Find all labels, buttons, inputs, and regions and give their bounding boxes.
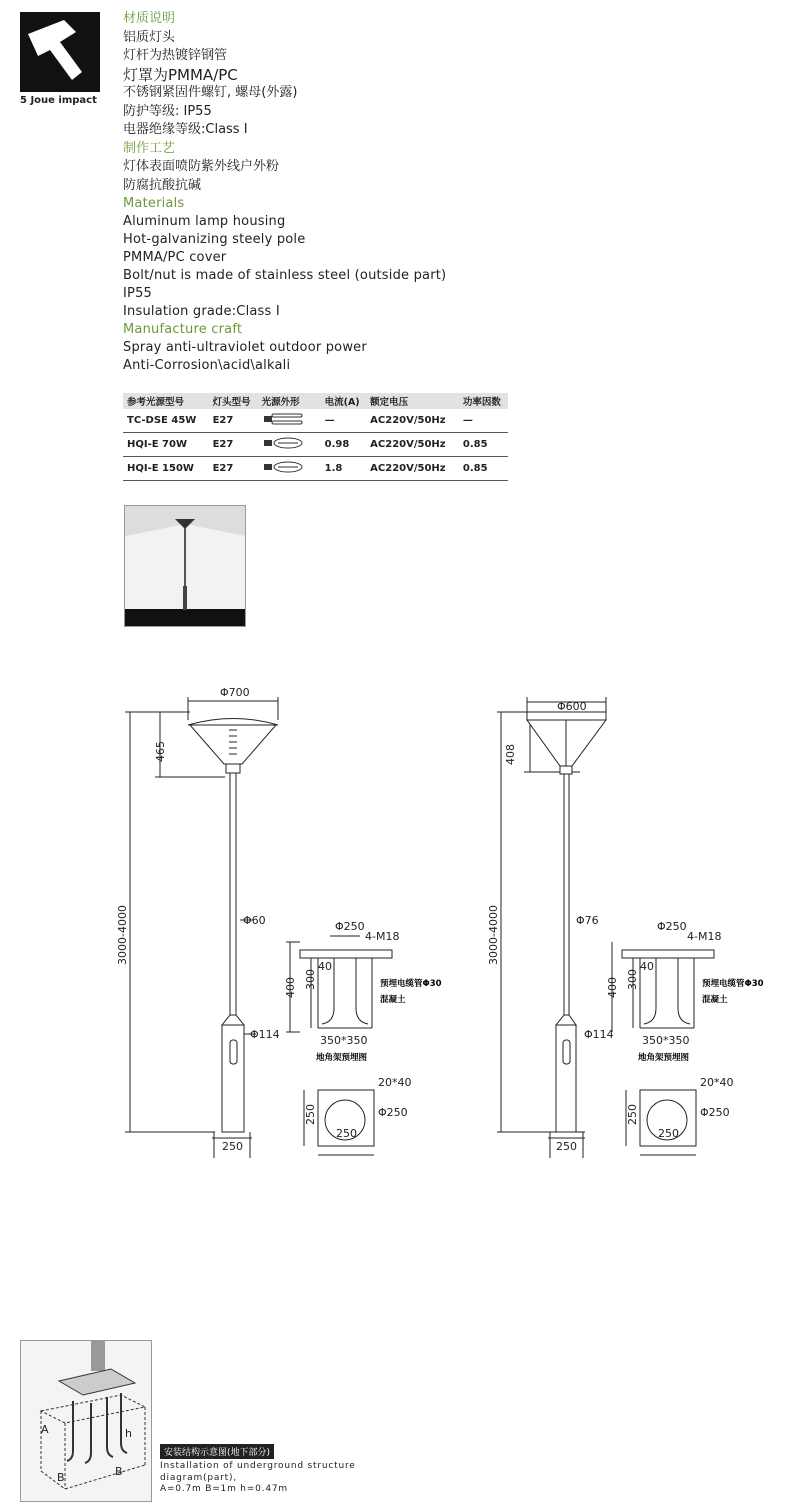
en-material-line: Aluminum lamp housing <box>123 214 286 229</box>
hid-lamp-icon <box>258 433 321 457</box>
fnd-caption: 地角架预埋图 <box>638 1053 690 1063</box>
fnd-base-size: 350*350 <box>320 1034 368 1047</box>
right-base-dia: Φ114 <box>584 1028 614 1041</box>
install-label-b: B <box>57 1471 65 1484</box>
cell-voltage: AC220V/50Hz <box>366 457 459 481</box>
fnd-plan-bottom: 250 <box>658 1127 679 1140</box>
hid-lamp-icon <box>258 457 321 481</box>
cn-material-line: 防护等级: IP55 <box>123 103 212 119</box>
en-material-heading: Materials <box>123 196 185 211</box>
fnd-plate: 40 <box>318 960 332 973</box>
cell-pf: 0.85 <box>459 457 508 481</box>
install-line: A=0.7m B=1m h=0.47m <box>160 1484 288 1494</box>
install-text <box>160 1461 356 1496</box>
cn-craft-heading: 制作工艺 <box>123 140 176 156</box>
cn-material-line: 灯罩为PMMA/PC <box>123 65 238 84</box>
cell-socket: E27 <box>209 409 258 433</box>
en-craft-heading: Manufacture craft <box>123 322 243 337</box>
lamp-spec-table <box>123 393 508 481</box>
cn-material-line: 不锈钢紧固件螺钉, 螺母(外露) <box>123 85 298 100</box>
left-head-height: 465 <box>154 741 167 762</box>
en-craft-line: Spray anti-ultraviolet outdoor power <box>123 340 367 355</box>
fnd-rod: 300 <box>626 969 639 990</box>
fnd-rod: 300 <box>304 969 317 990</box>
en-material-line: Hot-galvanizing steely pole <box>123 232 306 247</box>
fnd-plan-circle: Φ250 <box>378 1106 408 1119</box>
left-pole-height: 3000-4000 <box>116 905 129 965</box>
install-diagram <box>20 1340 152 1502</box>
table-row <box>123 433 508 457</box>
fnd-bolt-circle: Φ250 <box>335 920 365 933</box>
cell-model: HQI-E 70W <box>123 433 209 457</box>
fnd-bolts: 4-M18 <box>365 930 400 943</box>
fnd-concrete: 混凝土 <box>380 995 406 1005</box>
col-header: 参考光源型号 <box>123 393 209 409</box>
fnd-bolt-circle: Φ250 <box>657 920 687 933</box>
cell-model: TC-DSE 45W <box>123 409 209 433</box>
cell-current: 1.8 <box>321 457 367 481</box>
fnd-plate: 40 <box>640 960 654 973</box>
left-pole-dia: Φ60 <box>243 914 266 927</box>
cn-material-line: 铝质灯头 <box>123 29 176 45</box>
fnd-plan-side: 250 <box>304 1104 317 1125</box>
col-header: 电流(A) <box>321 393 367 409</box>
technical-drawing <box>0 680 800 1180</box>
fnd-plan-bottom: 250 <box>336 1127 357 1140</box>
right-pole-height: 3000-4000 <box>487 905 500 965</box>
en-material-line: PMMA/PC cover <box>123 250 227 265</box>
fnd-depth: 400 <box>284 977 297 998</box>
cfl-lamp-icon <box>258 409 321 433</box>
fnd-depth: 400 <box>606 977 619 998</box>
fnd-bolts: 4-M18 <box>687 930 722 943</box>
cn-craft-line: 防腐抗酸抗碱 <box>123 177 202 193</box>
cell-voltage: AC220V/50Hz <box>366 433 459 457</box>
spec-section <box>123 10 523 375</box>
table-row <box>123 409 508 433</box>
fnd-conduit: 预埋电缆管Φ30 <box>380 979 442 989</box>
en-material-line: Bolt/nut is made of stainless steel (outside part) <box>123 268 447 283</box>
cn-material-line: 电器绝缘等级:Class Ⅰ <box>123 122 248 137</box>
brand-logo <box>20 12 100 92</box>
install-line: Installation of underground structure <box>160 1461 356 1471</box>
fnd-slot: 20*40 <box>700 1076 734 1089</box>
en-craft-line: Anti-Corrosion\acid\alkali <box>123 358 291 373</box>
install-line: diagram(part), <box>160 1472 237 1483</box>
col-header: 功率因数 <box>459 393 508 409</box>
col-header: 灯头型号 <box>209 393 258 409</box>
right-base-width: 250 <box>556 1140 577 1153</box>
left-base-width: 250 <box>222 1140 243 1153</box>
fnd-plan-side: 250 <box>626 1104 639 1125</box>
table-row <box>123 457 508 481</box>
cell-model: HQI-E 150W <box>123 457 209 481</box>
hammer-icon <box>20 12 100 92</box>
fnd-conduit: 预埋电缆管Φ30 <box>702 979 764 989</box>
cell-socket: E27 <box>209 433 258 457</box>
install-label-a: A <box>41 1423 49 1436</box>
install-title: 安装结构示意图(地下部分) <box>160 1444 274 1459</box>
left-base-dia: Φ114 <box>250 1028 280 1041</box>
install-label-h: h <box>125 1427 132 1440</box>
right-head-height: 408 <box>504 744 517 765</box>
fnd-base-size: 350*350 <box>642 1034 690 1047</box>
cell-pf: — <box>459 409 508 433</box>
right-head-dia: Φ600 <box>557 700 587 713</box>
cn-craft-line: 灯体表面喷防紫外线户外粉 <box>123 159 280 174</box>
fnd-plan-circle: Φ250 <box>700 1106 730 1119</box>
en-material-line: IP55 <box>123 286 153 301</box>
left-head-dia: Φ700 <box>220 686 250 699</box>
fnd-concrete: 混凝土 <box>702 995 728 1005</box>
fnd-slot: 20*40 <box>378 1076 412 1089</box>
right-pole-dia: Φ76 <box>576 914 599 927</box>
cell-current: 0.98 <box>321 433 367 457</box>
cell-socket: E27 <box>209 457 258 481</box>
en-material-line: Insulation grade:Class Ⅰ <box>123 304 280 319</box>
cell-pf: 0.85 <box>459 433 508 457</box>
fnd-caption: 地角架预埋图 <box>316 1053 368 1063</box>
cell-current: — <box>321 409 367 433</box>
lamp-photo <box>124 505 246 627</box>
col-header: 额定电压 <box>366 393 459 409</box>
cn-material-line: 灯杆为热镀锌钢管 <box>123 48 228 63</box>
install-label-b: B <box>115 1465 123 1478</box>
cn-material-heading: 材质说明 <box>123 11 176 26</box>
cell-voltage: AC220V/50Hz <box>366 409 459 433</box>
col-header: 光源外形 <box>258 393 321 409</box>
brand-caption: 5 Joue impact <box>20 95 97 106</box>
table-header-row <box>123 393 508 409</box>
